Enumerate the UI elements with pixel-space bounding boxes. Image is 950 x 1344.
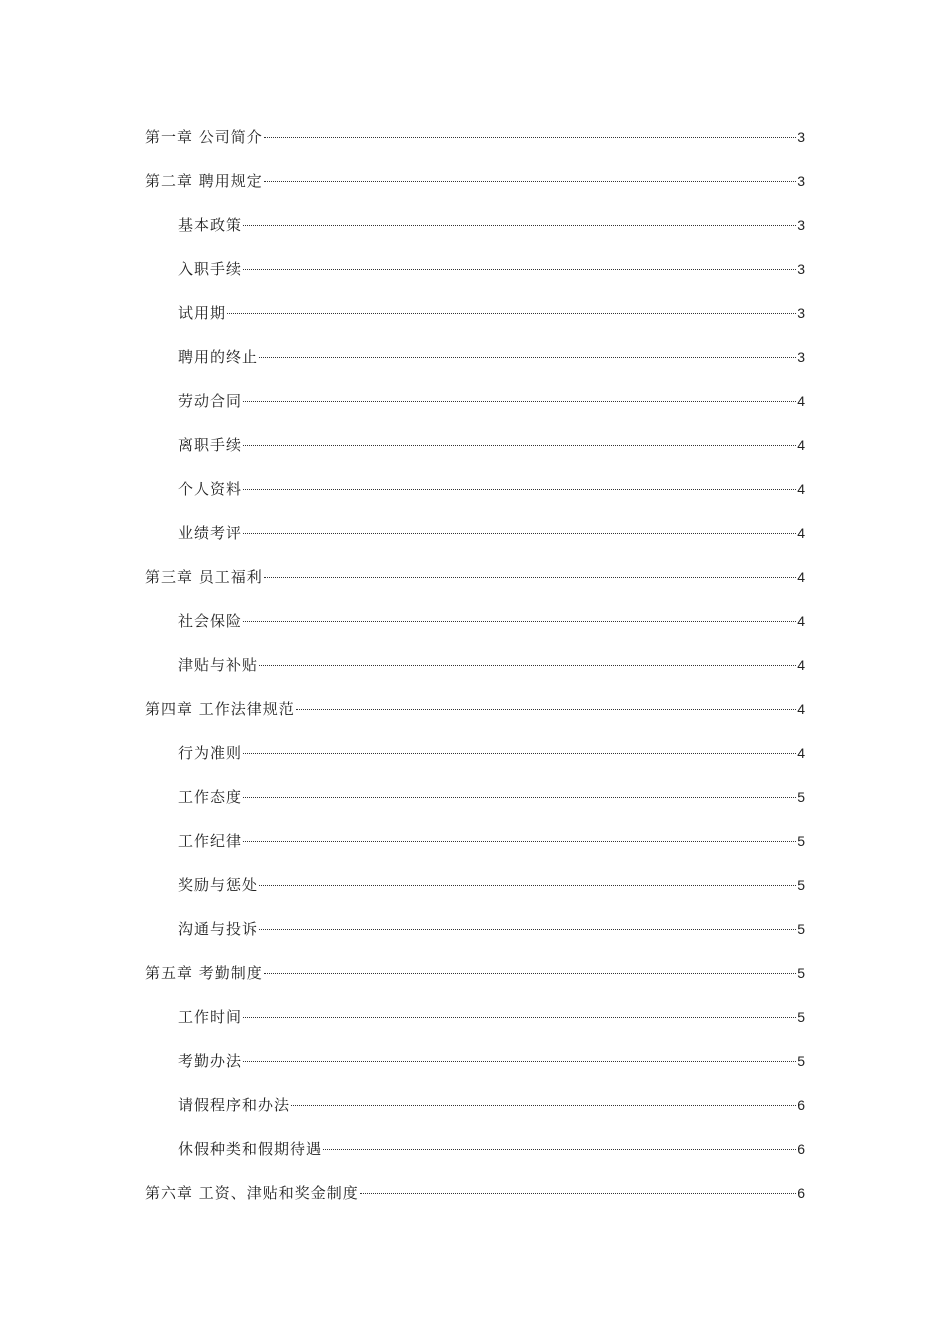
toc-entry-label: 基本政策 xyxy=(178,216,243,234)
toc-leader-dots xyxy=(291,1105,796,1106)
toc-entry-label: 请假程序和办法 xyxy=(178,1096,291,1114)
toc-entry-label: 个人资料 xyxy=(178,480,243,498)
toc-page-number: 3 xyxy=(797,349,805,365)
toc-entry[interactable] xyxy=(178,1006,805,1050)
toc-page-number: 6 xyxy=(797,1097,805,1113)
toc-entry-label: 第四章 工作法律规范 xyxy=(145,700,295,718)
toc-page-number: 4 xyxy=(797,525,805,541)
toc-entry[interactable] xyxy=(178,302,805,346)
toc-leader-dots xyxy=(243,621,796,622)
toc-page-number: 4 xyxy=(797,657,805,673)
toc-entry[interactable] xyxy=(145,1182,805,1226)
toc-leader-dots xyxy=(243,1061,796,1062)
toc-leader-dots xyxy=(243,401,796,402)
toc-leader-dots xyxy=(259,929,796,930)
toc-page-number: 5 xyxy=(797,965,805,981)
toc-entry-label: 津贴与补贴 xyxy=(178,656,259,674)
toc-leader-dots xyxy=(323,1149,796,1150)
toc-page-number: 3 xyxy=(797,173,805,189)
toc-leader-dots xyxy=(243,269,796,270)
toc-entry-label: 奖励与惩处 xyxy=(178,876,259,894)
toc-leader-dots xyxy=(259,357,796,358)
toc-leader-dots xyxy=(259,665,796,666)
toc-entry[interactable] xyxy=(178,434,805,478)
toc-leader-dots xyxy=(243,533,796,534)
toc-entry-label: 社会保险 xyxy=(178,612,243,630)
toc-entry-label: 休假种类和假期待遇 xyxy=(178,1140,323,1158)
toc-entry[interactable] xyxy=(178,214,805,258)
toc-page-number: 5 xyxy=(797,1009,805,1025)
toc-entry[interactable] xyxy=(178,478,805,522)
toc-entry[interactable] xyxy=(178,522,805,566)
toc-leader-dots xyxy=(227,313,796,314)
toc-page-number: 4 xyxy=(797,745,805,761)
toc-entry-label: 入职手续 xyxy=(178,260,243,278)
toc-page-number: 6 xyxy=(797,1141,805,1157)
toc-leader-dots xyxy=(264,973,796,974)
toc-leader-dots xyxy=(264,577,796,578)
toc-entry-label: 工作时间 xyxy=(178,1008,243,1026)
toc-entry-label: 第一章 公司简介 xyxy=(145,128,263,146)
toc-entry[interactable] xyxy=(145,126,805,170)
toc-page-number: 3 xyxy=(797,261,805,277)
toc-entry[interactable] xyxy=(178,742,805,786)
toc-entry-label: 第五章 考勤制度 xyxy=(145,964,263,982)
toc-page-number: 4 xyxy=(797,569,805,585)
toc-entry-label: 工作态度 xyxy=(178,788,243,806)
toc-leader-dots xyxy=(243,841,796,842)
toc-entry-label: 第二章 聘用规定 xyxy=(145,172,263,190)
toc-entry[interactable] xyxy=(178,1094,805,1138)
toc-entry-label: 业绩考评 xyxy=(178,524,243,542)
toc-entry-label: 沟通与投诉 xyxy=(178,920,259,938)
toc-page-number: 5 xyxy=(797,877,805,893)
toc-entry[interactable] xyxy=(178,1138,805,1182)
toc-entry-label: 第三章 员工福利 xyxy=(145,568,263,586)
toc-leader-dots xyxy=(243,797,796,798)
toc-entry-label: 试用期 xyxy=(178,304,227,322)
toc-entry[interactable] xyxy=(145,170,805,214)
toc-page-number: 4 xyxy=(797,393,805,409)
toc-entry[interactable] xyxy=(178,258,805,302)
toc-leader-dots xyxy=(243,1017,796,1018)
toc-entry[interactable] xyxy=(178,874,805,918)
toc-entry[interactable] xyxy=(178,918,805,962)
toc-entry[interactable] xyxy=(178,654,805,698)
toc-page-number: 4 xyxy=(797,701,805,717)
toc-entry-label: 行为准则 xyxy=(178,744,243,762)
toc-page-number: 5 xyxy=(797,1053,805,1069)
toc-leader-dots xyxy=(243,445,796,446)
toc-entry-label: 离职手续 xyxy=(178,436,243,454)
toc-leader-dots xyxy=(243,753,796,754)
toc-entry[interactable] xyxy=(145,962,805,1006)
toc-entry[interactable] xyxy=(178,610,805,654)
toc-entry-label: 第六章 工资、津贴和奖金制度 xyxy=(145,1184,359,1202)
toc-leader-dots xyxy=(360,1193,796,1194)
toc-page-number: 4 xyxy=(797,481,805,497)
table-of-contents xyxy=(0,126,950,1226)
toc-page-number: 6 xyxy=(797,1185,805,1201)
toc-entry[interactable] xyxy=(145,698,805,742)
toc-page-number: 4 xyxy=(797,613,805,629)
toc-leader-dots xyxy=(243,225,796,226)
toc-entry[interactable] xyxy=(145,566,805,610)
toc-entry[interactable] xyxy=(178,390,805,434)
toc-entry-label: 聘用的终止 xyxy=(178,348,259,366)
toc-page-number: 4 xyxy=(797,437,805,453)
toc-leader-dots xyxy=(259,885,796,886)
toc-entry[interactable] xyxy=(178,1050,805,1094)
toc-leader-dots xyxy=(296,709,796,710)
toc-page-number: 5 xyxy=(797,789,805,805)
toc-entry[interactable] xyxy=(178,346,805,390)
toc-leader-dots xyxy=(243,489,796,490)
toc-entry[interactable] xyxy=(178,786,805,830)
toc-page-number: 5 xyxy=(797,921,805,937)
toc-entry-label: 考勤办法 xyxy=(178,1052,243,1070)
toc-leader-dots xyxy=(264,137,796,138)
toc-entry-label: 工作纪律 xyxy=(178,832,243,850)
toc-page-number: 5 xyxy=(797,833,805,849)
toc-entry-label: 劳动合同 xyxy=(178,392,243,410)
toc-page-number: 3 xyxy=(797,305,805,321)
toc-entry[interactable] xyxy=(178,830,805,874)
toc-leader-dots xyxy=(264,181,796,182)
toc-page-number: 3 xyxy=(797,129,805,145)
toc-page-number: 3 xyxy=(797,217,805,233)
